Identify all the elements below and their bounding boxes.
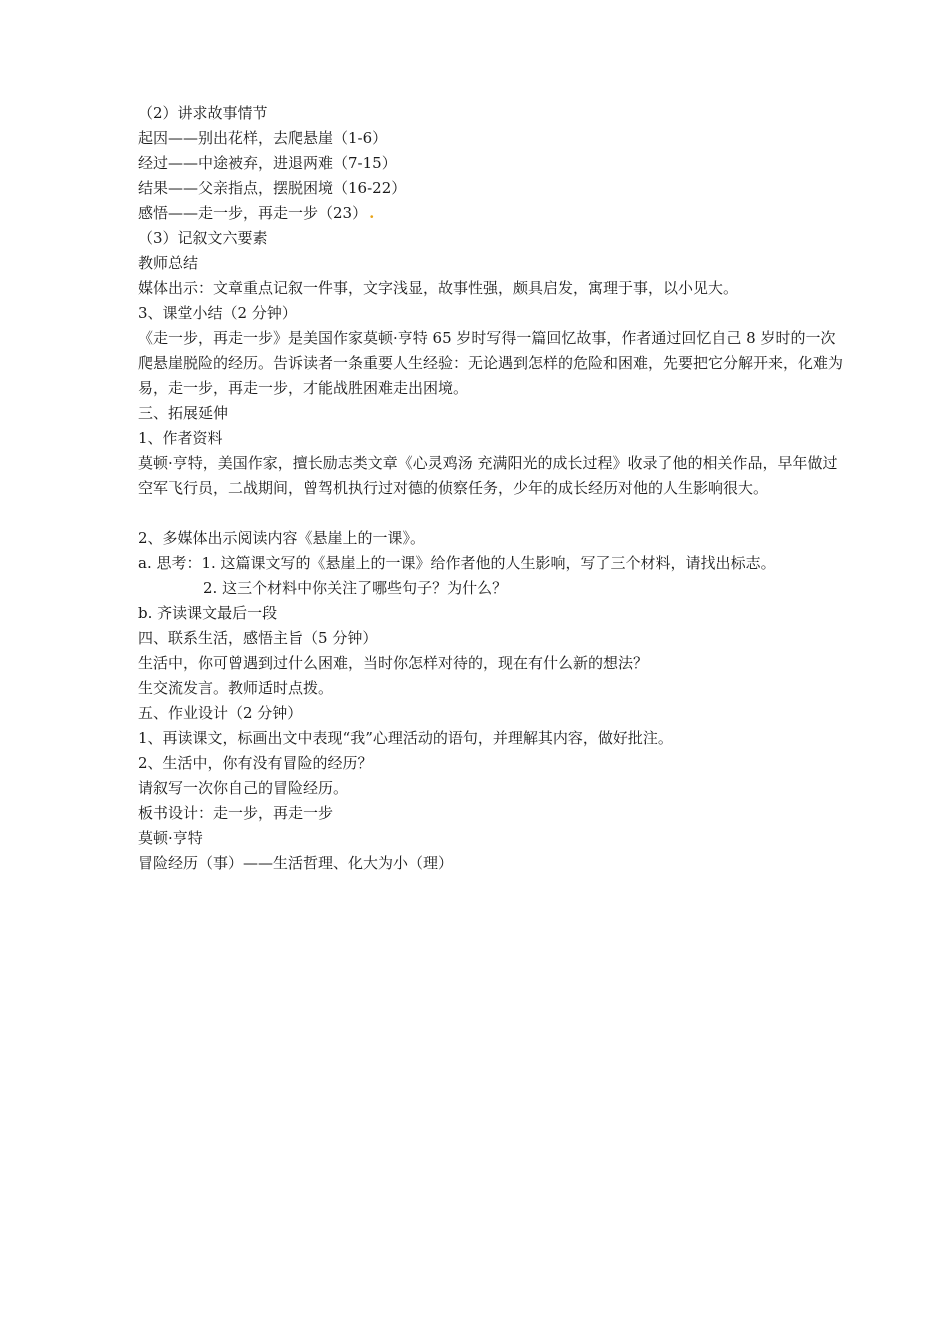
plot-cause: 起因——别出花样，去爬悬崖（1-6）	[138, 129, 388, 147]
homework-item-1: 1、再读课文，标画出文中表现“我”心理活动的语句，并理解其内容，做好批注。	[138, 729, 673, 747]
think-question-1: a. 思考：1. 这篇课文写的《悬崖上的一课》给作者他的人生影响，写了三个材料，请找出标志。	[138, 554, 776, 572]
teacher-summary-label: 教师总结	[138, 254, 199, 272]
section-heading-plot: （2）讲求故事情节	[138, 104, 268, 122]
plot-insight-text: 感悟——走一步，再走一步（23）	[138, 204, 368, 222]
board-design-author: 莫顿·亨特	[138, 829, 203, 847]
media-display-text: 媒体出示：文章重点记叙一件事，文字浅显，故事性强，颇具启发，寓理于事，以小见大。	[138, 279, 739, 297]
section-heading-life: 四、联系生活，感悟主旨（5 分钟）	[138, 629, 378, 647]
think-question-2: 2. 这三个材料中你关注了哪些句子？为什么？	[203, 579, 508, 597]
student-discussion: 生交流发言。教师适时点拨。	[138, 679, 334, 697]
section-heading-homework: 五、作业设计（2 分钟）	[138, 704, 303, 722]
life-question: 生活中，你可曾遇到过什么困难，当时你怎样对待的，现在有什么新的想法？	[138, 654, 649, 672]
multimedia-reading-item: 2、多媒体出示阅读内容《悬崖上的一课》。	[138, 529, 426, 547]
plot-result: 结果——父亲指点，摆脱困境（16-22）	[138, 179, 407, 197]
homework-item-2-task: 请叙写一次你自己的冒险经历。	[138, 779, 349, 797]
homework-item-2: 2、生活中，你有没有冒险的经历？	[138, 754, 373, 772]
plot-process: 经过——中途被弃，进退两难（7-15）	[138, 154, 397, 172]
author-info-paragraph: 莫顿·亨特，美国作家，擅长励志类文章《心灵鸡汤 充满阳光的成长过程》收录了他的相关作品，早年做过空军飞行员，二战期间，曾驾机执行过对德的侦察任务，少年的成长经历对他的人生影响很大。	[138, 454, 838, 497]
section-heading-summary: 3、课堂小结（2 分钟）	[138, 304, 297, 322]
annotation-mark: .	[369, 204, 375, 222]
section-heading-extension: 三、拓展延伸	[138, 404, 229, 422]
board-design-content: 冒险经历（事）——生活哲理、化大为小（理）	[138, 854, 454, 872]
board-design-title: 板书设计：走一步，再走一步	[138, 804, 334, 822]
plot-insight	[138, 203, 374, 223]
section-heading-elements: （3）记叙文六要素	[138, 229, 268, 247]
author-info-heading: 1、作者资料	[138, 429, 223, 447]
summary-paragraph: 《走一步，再走一步》是美国作家莫顿·亨特 65 岁时写得一篇回忆故事，作者通过回忆自己 8 岁时的一次爬悬崖脱险的经历。告诉读者一条重要人生经验：无论遇到怎样的危险和困难，先要把它分解开来，化难为易，走一步，再走一步，才能战胜困难走出困境。	[138, 329, 844, 397]
read-aloud-item: b. 齐读课文最后一段	[138, 604, 278, 622]
